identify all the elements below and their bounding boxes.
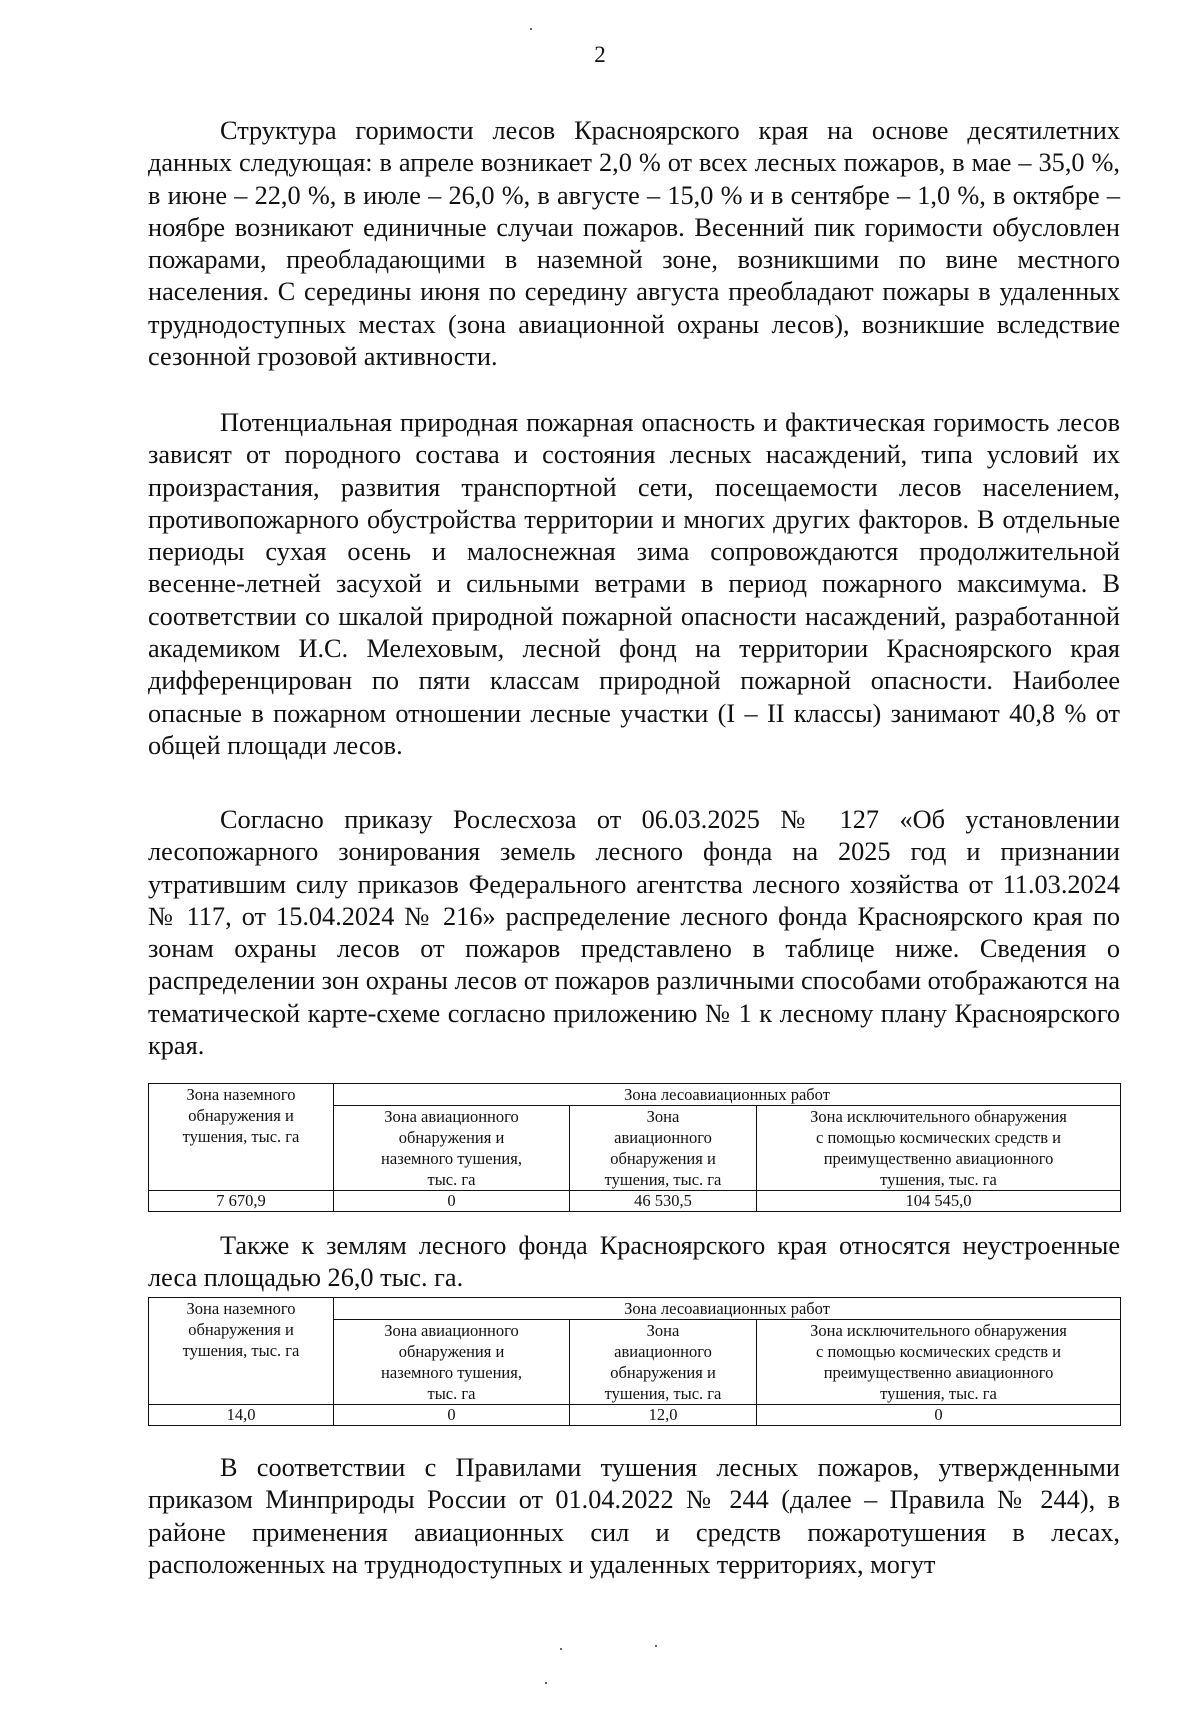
scan-speck <box>545 1682 547 1684</box>
header-space-detection-zone: Зона исключительного обнаружения с помощью космических средств и преимущественно авиационного тушения, тыс. га <box>757 1320 1121 1405</box>
header-aviation-detection-ground-suppression: Зона авиационного обнаружения и наземного тушения, тыс. га <box>334 1320 570 1405</box>
paragraph-fire-rules: В соответствии с Правилами тушения лесных пожаров, утвержденными приказом Минприроды России от 01.04.2022 № 244 (далее – Правила № 244), в районе применения авиационных сил и средств пожаротушения в лесах, расположенных на труднодоступных и удаленных территориях, могут <box>148 1453 1120 1579</box>
scan-speck <box>530 28 532 30</box>
scan-speck <box>655 1645 657 1647</box>
unmanaged-forest-table <box>148 1297 1121 1426</box>
paragraph-unmanaged-forests: Также к землям лесного фонда Красноярского края относятся неустроенные леса площадью 26,0 тыс. га. <box>148 1231 1120 1293</box>
header-aviation-detection-suppression: Зона авиационного обнаружения и тушения, тыс. га <box>570 1106 757 1191</box>
header-ground-zone: Зона наземного обнаружения и тушения, тыс. га <box>149 1298 334 1405</box>
table2-ground-value: 14,0 <box>149 1405 334 1426</box>
header-space-detection-zone: Зона исключительного обнаружения с помощью космических средств и преимущественно авиационного тушения, тыс. га <box>757 1106 1121 1191</box>
table2-aviation-ground-value: 0 <box>334 1405 570 1426</box>
table2-space-value: 0 <box>757 1405 1121 1426</box>
table2-aviation-value: 12,0 <box>570 1405 757 1426</box>
paragraph-zoning-order: Согласно приказу Рослесхоза от 06.03.2025 № 127 «Об установлении лесопожарного зонирования земель лесного фонда на 2025 год и признании утратившим силу приказов Федерального агентства лесного хозяйства от 11.03.2024 № 117, от 15.04.2024 № 216» распределение лесного фонда Красноярского края по зонам охраны лесов от пожаров представлено в таблице ниже. Сведения о распределении зон охраны лесов от пожаров различными способами отображаются на тематической карте-схеме согласно приложению № 1 к лесному плану Красноярского края. <box>148 805 1121 1061</box>
paragraph-fire-structure: Структура горимости лесов Красноярского края на основе десятилетних данных следующая: в апреле возникает 2,0 % от всех лесных пожаров, в мае – 35,0 %, в июне – 22,0 %, в июле – 26,0 %, в августе – 15,0 % и в сентябре – 1,0 %, в октябре – ноябре возникают единичные случаи пожаров. Весенний пик горимости обусловлен пожарами, преобладающими в наземной зоне, возникшими по вине местного населения. С середины июня по середину августа преобладают пожары в удаленных труднодоступных местах (зона авиационной охраны лесов), возникшие вследствие сезонной грозовой активности. <box>148 116 1120 372</box>
header-aviation-works-zone: Зона лесоавиационных работ <box>334 1298 1121 1320</box>
table1-aviation-ground-value: 0 <box>334 1191 570 1212</box>
table1-ground-value: 7 670,9 <box>149 1191 334 1212</box>
header-aviation-detection-suppression: Зона авиационного обнаружения и тушения, тыс. га <box>570 1320 757 1405</box>
header-aviation-detection-ground-suppression: Зона авиационного обнаружения и наземного тушения, тыс. га <box>334 1106 570 1191</box>
table1-space-value: 104 545,0 <box>757 1191 1121 1212</box>
scan-speck <box>560 1648 562 1650</box>
header-aviation-works-zone: Зона лесоавиационных работ <box>334 1084 1121 1106</box>
paragraph-fire-danger: Потенциальная природная пожарная опасность и фактическая горимость лесов зависят от породного состава и состояния лесных насаждений, типа условий их произрастания, развития транспортной сети, посещаемости лесов населением, противопожарного обустройства территории и многих других факторов. В отдельные периоды сухая осень и малоснежная зима сопровождаются продолжительной весенне-летней засухой и сильными ветрами в период пожарного максимума. В соответствии со шкалой природной пожарной опасности насаждений, разработанной академиком И.С. Мелеховым, лесной фонд на территории Красноярского края дифференцирован по пяти классам природной пожарной опасности. Наиболее опасные в пожарном отношении лесные участки (I – II классы) занимают 40,8 % от общей площади лесов. <box>148 408 1120 760</box>
page-number: 2 <box>594 42 606 67</box>
header-ground-zone: Зона наземного обнаружения и тушения, тыс. га <box>149 1084 334 1191</box>
table1-aviation-value: 46 530,5 <box>570 1191 757 1212</box>
zone-distribution-table <box>148 1083 1121 1212</box>
